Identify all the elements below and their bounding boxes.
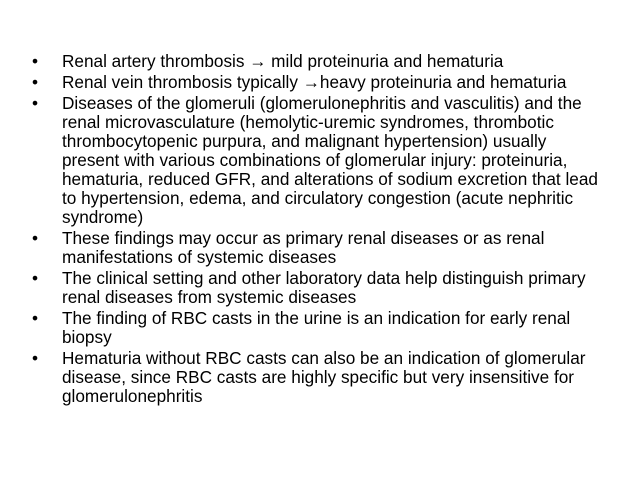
bullet-icon: •	[32, 228, 39, 248]
bullet-icon: •	[32, 348, 39, 368]
bullet-icon: •	[32, 268, 39, 288]
bullet-icon: •	[32, 51, 39, 71]
bullet-item-3	[32, 94, 602, 227]
bullet-item-6	[32, 309, 602, 347]
bullet-icon: •	[32, 72, 39, 92]
bullet-icon: •	[32, 308, 39, 328]
bullet-text: These findings may occur as primary renal diseases or as renal manifestations of systemic diseases	[62, 228, 545, 267]
bullet-text: The clinical setting and other laboratory data help distinguish primary renal diseases from systemic diseases	[62, 268, 586, 307]
bullet-text: Renal artery thrombosis → mild proteinuria and hematuria	[62, 51, 504, 71]
bullet-item-7	[32, 349, 602, 406]
bullet-item-5	[32, 269, 602, 307]
bullet-text: The finding of RBC casts in the urine is an indication for early renal biopsy	[62, 308, 571, 347]
bullet-text: Diseases of the glomeruli (glomerulonephritis and vasculitis) and the renal microvasculature (hemolytic-uremic syndromes, thrombotic thrombocytopenic purpura, and malignant hypertension) usually present with various combinations of glomerular injury: proteinuria, hematuria, reduced GFR, and alterations of sodium excretion that lead to hypertension, edema, and circulatory congestion (acute nephritic syndrome)	[62, 93, 598, 227]
bullet-item-1	[32, 52, 602, 71]
bullet-icon: •	[32, 93, 39, 113]
bullet-text: Renal vein thrombosis typically →heavy proteinuria and hematuria	[62, 72, 567, 92]
bullet-item-2	[32, 73, 602, 92]
bullet-text: Hematuria without RBC casts can also be an indication of glomerular disease, since RBC casts are highly specific but very insensitive for glomerulonephritis	[62, 348, 586, 406]
bullet-item-4	[32, 229, 602, 267]
bullet-list	[32, 52, 602, 408]
